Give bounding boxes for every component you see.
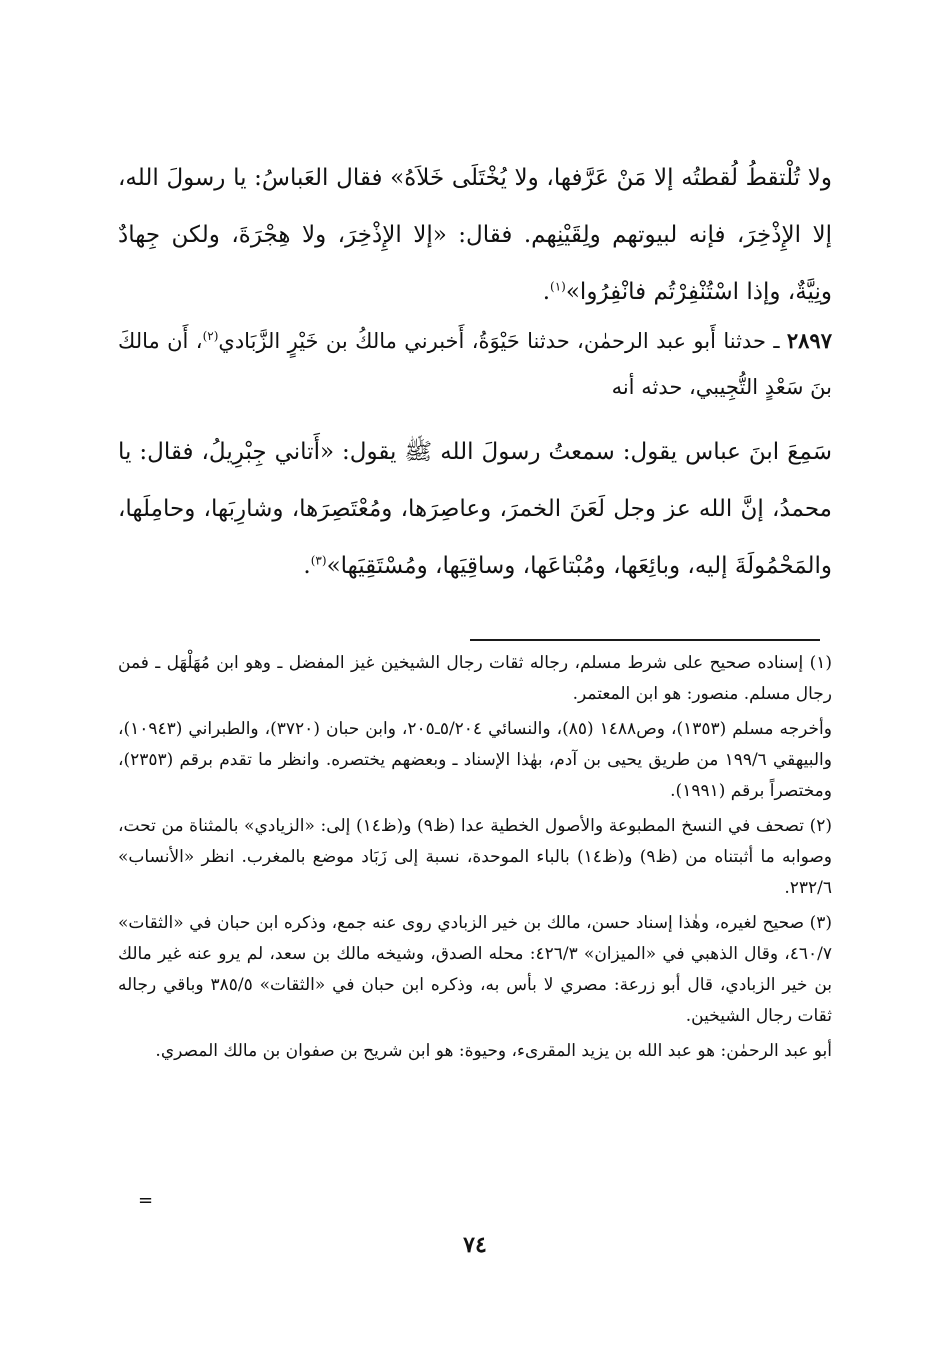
main-paragraph-continuation [118, 150, 832, 321]
hadith-matn [118, 424, 832, 595]
page-number: ٧٤ [463, 1232, 487, 1258]
footnotes-section [118, 648, 832, 1071]
footnote-2: (٢) تصحف في النسخ المطبوعة والأصول الخطية عدا (ظ٩) و(ظ١٤) إلى: «الزيادي» بالمثناة من تحت، وصوابه ما أثبتناه من (ظ٩) و(ظ١٤) بالباء الموحدة، نسبة إلى زَبَاد موضع بالمغرب. انظر «الأنساب» ٢٣٢/٦. [118, 816, 832, 898]
footnote-ref-1: (١) [550, 279, 566, 294]
hadith-isnad [118, 318, 832, 410]
footnote-1-part-2: وأخرجه مسلم (١٣٥٣)، وص١٤٨٨ (٨٥)، والنسائي ٥/٢٠٤ـ٢٠٥، وابن حبان (٣٧٢٠)، والطبراني (١٠٩٤٣)، والبيهقي ١٩٩/٦ من طريق يحيى بن آدم، بهٰذا الإسناد ـ وبعضهم يختصره. وانظر ما تقدم برقم (٢٣٥٣)، ومختصراً برقم (١٩٩١). [118, 719, 832, 801]
footnote-3-part-1: (٣) صحيح لغيره، وهٰذا إسناد حسن، مالك بن خير الزبادي روى عنه جمع، وذكره ابن حبان في «الثقات» ٤٦٠/٧، وقال الذهبي في «الميزان» ٤٢٦/٣: محله الصدق، وشيخه مالك بن سعد، لم يرو عنه غير مالك بن خير الزبادي، قال أبو زرعة: مصري لا بأس به، وذكره ابن حبان في «الثقات» ٣٨٥/٥ وباقي رجاله ثقات رجال الشيخين. [118, 913, 833, 1026]
footnote-ref-3: (٣) [310, 553, 327, 568]
hadith-isnad-text: ـ حدثنا أَبو عبد الرحمٰن، حدثنا حَيْوَةُ، أَخبرني مالكُ بن خَيْرٍ الزَّبَادي [218, 329, 787, 353]
footnote-3-part-2: أبو عبد الرحمٰن: هو عبد الله بن يزيد المقرىء، وحيوة: هو ابن شريح بن صفوان بن مالك المصري. [155, 1041, 832, 1061]
footnote-divider [470, 639, 820, 641]
main-paragraph-text: ولا تُلْتقطُ لُقطتُه إلا مَنْ عَرَّفها، ولا يُخْتَلَى خَلاَهُ» فقال العَباسُ: يا رسولَ الله، إلا الإِذْخِرَ، فإنه لبيوتهم ولِقَيْنِهم. فقال: «إلا الإِذْخِرَ، ولا هِجْرَةَ، ولكن جِهادٌ ونِيَّةٌ، وإذا اسْتُنْفِرْتُم فانْفِرُوا» [118, 165, 832, 305]
hadith-number: ٢٨٩٧ [786, 328, 832, 353]
main-paragraph-end: . [542, 279, 551, 305]
hadith-matn-end: . [303, 553, 311, 579]
hadith-isnad-end: ، أَن مالكَ بنَ سَعْدٍ التُّجِيبي، حدثه أنه [118, 329, 832, 399]
footnote-ref-2: (٢) [202, 329, 219, 343]
continuation-mark: = [138, 1190, 154, 1211]
hadith-matn-text: سَمِعَ ابنَ عباس يقول: سمعتُ رسولَ الله ﷺ يقول: «أَتاني جِبْرِيلُ، فقال: يا محمدُ، إنَّ الله عز وجل لَعَنَ الخمرَ، وعاصِرَها، ومُعْتَصِرَها، وشارِبَها، وحامِلَها، والمَحْمُولَةَ إليه، وبائِعَها، ومُبْتاعَها، وساقِيَها، ومُسْتَقِيَها» [118, 439, 832, 579]
footnote-1-part-1: (١) إسناده صحيح على شرط مسلم، رجاله ثقات رجال الشيخين غيز المفضل ـ وهو ابن مُهَلْهَل ـ فمن رجال مسلم. منصور: هو ابن المعتمر. [118, 653, 832, 704]
